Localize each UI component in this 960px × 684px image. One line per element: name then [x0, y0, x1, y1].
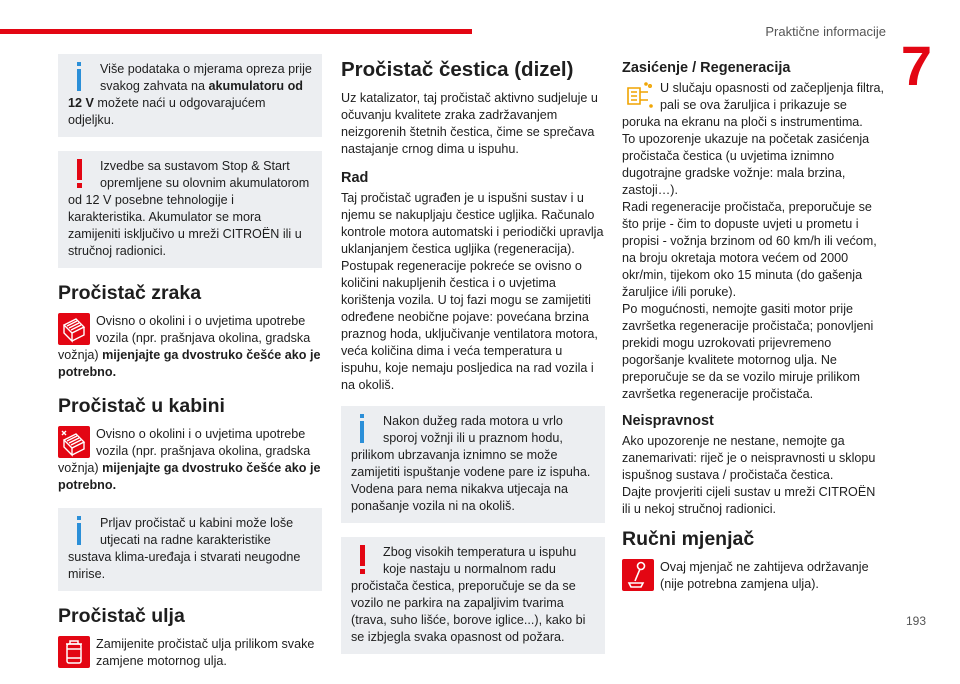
section-title-air-filter: Pročistač zraka: [58, 282, 202, 304]
header-accent-bar: [0, 29, 472, 34]
info-icon: [351, 413, 375, 445]
warning-icon: [68, 158, 92, 190]
info-water-vapour-text: Nakon dužeg rada motora u vrlo sporoj vožnji ili u praznom hodu, prilikom ubrzavanja iznimno se može zamijetiti ispuštanje vodene pare iz ispuha. Vodena para nema nikakva utjecaja na ponašanje vozila ni na okoliš.: [351, 414, 591, 513]
info-box-water-vapour: [341, 406, 605, 523]
fault-text: Ako upozorenje ne nestane, nemojte ga zanemarivati: riječ je o neispravnosti u sklopu ispušnog sustava / pročistača čestica. Dajte provjeriti cijeli sustav u mreži CITROËN ili u nekoj stručnoj radionici.: [622, 434, 876, 516]
info-battery-text: Više podataka o mjerama opreza prije svakog zahvata na akumulatoru od 12 V možete naći u odgovarajućem odjeljku.: [68, 62, 312, 127]
air-filter-item: [58, 313, 322, 381]
section-title-oil-filter: Pročistač ulja: [58, 605, 185, 627]
info-box-cabin-filter: [58, 508, 322, 591]
section-title-particle-filter: Pročistač čestica (dizel): [341, 58, 574, 81]
column-1: [58, 54, 322, 684]
oil-filter-text: Zamijenite pročistač ulja prilikom svake zamjene motornog ulja.: [96, 637, 315, 668]
cabin-filter-icon: [58, 426, 90, 458]
warning-box-fire-risk: [341, 537, 605, 654]
header-title: Praktične informacije: [765, 24, 886, 39]
clogging-item: [622, 80, 886, 403]
warning-box-stop-start: [58, 151, 322, 268]
info-icon: [68, 61, 92, 93]
info-cabin-filter-text: Prljav pročistač u kabini može loše utjecati na radne karakteristike sustava klima-uređaja i stvarati neugodne mirise.: [68, 516, 301, 581]
warning-stop-start-text: Izvedbe sa sustavom Stop & Start opremljene su olovnim akumulatorom od 12 V posebne tehnologije i karakteristika. Akumulator se mora zamijeniti isključivo u mreži CITROËN ili u stručnoj radionici.: [68, 159, 310, 258]
gearbox-item: [622, 559, 886, 593]
gear-lever-icon: [622, 559, 654, 591]
rad-text: Taj pročistač ugrađen je u ispušni sustav i u njemu se nakupljaju čestice ugljika. Računalo kontrole motora automatski i periodički upravlja uklanjanjem čestica ugljika (regeneracija). Postupak regeneracije pokreće se ovisno o količini nakupljenih čestica i o uvjetima korištenja vozila. U toj fazi mogu se zamijetiti određene neobične pojave: povećana brzina praznog hoda, uključivanje ventilatora motora, veća količina dima i veća temperatura u ispuhu, koje nemaju posljedica na rad vozila i na okoliš.: [341, 191, 604, 392]
info-icon: [68, 515, 92, 547]
air-filter-icon: [58, 313, 90, 345]
air-filter-text: Ovisno o okolini i o uvjetima upotrebe vozila (npr. prašnjava okolina, gradska vožnja) mijenjajte ga dvostruko češće ako je potrebno.: [58, 314, 321, 379]
particle-filter-warning-icon: [622, 80, 654, 112]
page-number: 193: [905, 614, 926, 628]
oil-filter-icon: [58, 636, 90, 668]
particle-filter-intro: Uz katalizator, taj pročistač aktivno sudjeluje u očuvanju kvalitete zraka zadržavanjem neizgorenih štetnih čestica, čime se sprečava nastajanje crnog dima u ispuhu.: [341, 91, 598, 156]
warning-icon: [351, 544, 375, 576]
column-3: [622, 54, 886, 607]
column-2: [341, 54, 605, 668]
subsection-title-fault: Neispravnost: [622, 413, 714, 429]
subsection-title-clogging: Zasićenje / Regeneracija: [622, 60, 791, 76]
warning-fire-risk-text: Zbog visokih temperatura u ispuhu koje nastaju u normalnom radu pročistača čestica, preporučuje se da se vozilo ne parkira na zapaljivim tvarima (trava, suho lišće, borove iglice...), kako bi se izbjegla svaka opasnost od požara.: [351, 545, 586, 644]
info-box-battery: [58, 54, 322, 137]
subsection-title-rad: Rad: [341, 170, 369, 186]
oil-filter-item: [58, 636, 322, 670]
cabin-filter-item: [58, 426, 322, 494]
chapter-number: 7: [900, 34, 932, 97]
section-title-cabin-filter: Pročistač u kabini: [58, 395, 225, 417]
cabin-filter-text: Ovisno o okolini i o uvjetima upotrebe vozila (npr. prašnjava okolina, gradska vožnja) mijenjajte ga dvostruko češće ako je potrebno.: [58, 427, 321, 492]
section-title-manual-gearbox: Ručni mjenjač: [622, 528, 755, 550]
clogging-text: U slučaju opasnosti od začepljenja filtra, pali se ova žaruljica i prikazuje se poruka na ekranu na ploči s instrumentima. To upozorenje ukazuje na početak zasićenja pročistača čestica (u uvjetima iznimno dugotrajne gradske vožnje: mala brzina, zastoji…). Radi regeneracije pročistača, preporučuje se što prije - čim to dopuste uvjeti u prometu i propisi - vožnja brzinom od 60 km/h ili većom, na broju okretaja motora većem od 2000 okr/min, tijekom oko 15 minuta (do gašenja žaruljice i/ili poruke). Po mogućnosti, nemojte gasiti motor prije završetka regeneracije pročistača; ponovljeni prekidi mogu uzrokovati prijevremeno pogoršanje kvalitete motornog ulja. Ne preporučuje se da se vozilo miruje prilikom završetka regeneracije pročistača.: [622, 81, 885, 401]
gearbox-text: Ovaj mjenjač ne zahtijeva održavanje (nije potrebna zamjena ulja).: [660, 560, 869, 591]
